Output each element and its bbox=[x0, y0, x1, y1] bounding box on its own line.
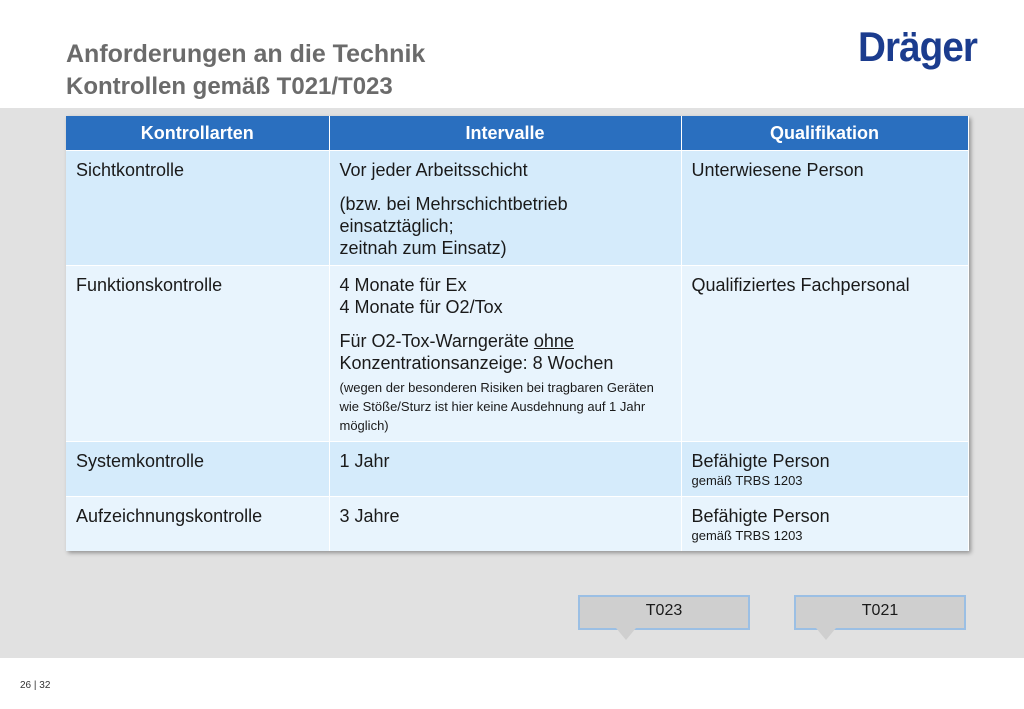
qualifikation-note: gemäß TRBS 1203 bbox=[691, 473, 803, 488]
slide-footer bbox=[0, 658, 1024, 709]
intervall-text: Für O2-Tox-Warngeräte bbox=[339, 331, 534, 351]
cell-intervall bbox=[329, 442, 681, 497]
intervall-line: 3 Jahre bbox=[339, 506, 400, 526]
tab-label: T023 bbox=[645, 602, 683, 619]
cell-qualifikation bbox=[681, 266, 968, 442]
intervall-line: 1 Jahr bbox=[339, 451, 390, 471]
intervall-line: Konzentrationsanzeige: 8 Wochen bbox=[339, 353, 614, 373]
row-label: Funktionskontrolle bbox=[76, 275, 223, 295]
qualifikation-text: Befähigte Person bbox=[691, 506, 830, 526]
controls-table bbox=[66, 116, 969, 551]
slide-subtitle: Kontrollen gemäß T021/T023 bbox=[66, 73, 393, 100]
qualifikation-text: Qualifiziertes Fachpersonal bbox=[691, 275, 910, 295]
intervall-line: (bzw. bei Mehrschichtbetrieb einsatztäglich; bbox=[339, 194, 568, 236]
draeger-logo: Dräger bbox=[858, 23, 978, 70]
slide-header bbox=[0, 0, 1024, 108]
intervall-line: Vor jeder Arbeitsschicht bbox=[339, 160, 528, 180]
cell-intervall bbox=[329, 151, 681, 266]
intervall-line: 4 Monate für Ex bbox=[339, 275, 467, 295]
cell-intervall bbox=[329, 497, 681, 552]
cell-intervall bbox=[329, 266, 681, 442]
qualifikation-text: Befähigte Person bbox=[691, 451, 830, 471]
intervall-note: (wegen der besonderen Risiken bei tragbaren Geräten wie Stöße/Sturz ist hier keine Ausdehnung auf 1 Jahr möglich) bbox=[339, 380, 654, 433]
qualifikation-text: Unterwiesene Person bbox=[691, 160, 864, 180]
intervall-line: 4 Monate für O2/Tox bbox=[339, 297, 503, 317]
header-qualifikation: Qualifikation bbox=[681, 116, 968, 151]
table-row bbox=[66, 497, 968, 552]
table-header-row bbox=[66, 116, 968, 151]
underlined-word: ohne bbox=[533, 331, 574, 351]
intervall-line bbox=[340, 330, 671, 352]
page-number: 26 | 32 bbox=[20, 680, 51, 691]
tab-pointer-icon bbox=[616, 628, 636, 640]
table-row bbox=[66, 266, 968, 442]
row-label: Sichtkontrolle bbox=[76, 160, 185, 180]
table-row bbox=[66, 442, 968, 497]
tab-pointer-icon bbox=[816, 628, 836, 640]
cell-qualifikation bbox=[681, 497, 968, 552]
header-kontrollarten: Kontrollarten bbox=[66, 116, 329, 151]
cell-art bbox=[66, 497, 329, 552]
tab-t023[interactable] bbox=[578, 595, 750, 630]
row-label: Systemkontrolle bbox=[76, 451, 205, 471]
header-intervalle: Intervalle bbox=[329, 116, 681, 151]
cell-qualifikation bbox=[681, 442, 968, 497]
intervall-line: zeitnah zum Einsatz) bbox=[339, 238, 507, 258]
slide-title: Anforderungen an die Technik bbox=[66, 40, 426, 68]
cell-qualifikation bbox=[681, 151, 968, 266]
cell-art bbox=[66, 442, 329, 497]
row-label: Aufzeichnungskontrolle bbox=[76, 506, 263, 526]
cell-art bbox=[66, 266, 329, 442]
qualifikation-note: gemäß TRBS 1203 bbox=[691, 528, 803, 543]
cell-art bbox=[66, 151, 329, 266]
tab-t021[interactable] bbox=[794, 595, 966, 630]
tab-label: T021 bbox=[861, 602, 899, 619]
table-row bbox=[66, 151, 968, 266]
